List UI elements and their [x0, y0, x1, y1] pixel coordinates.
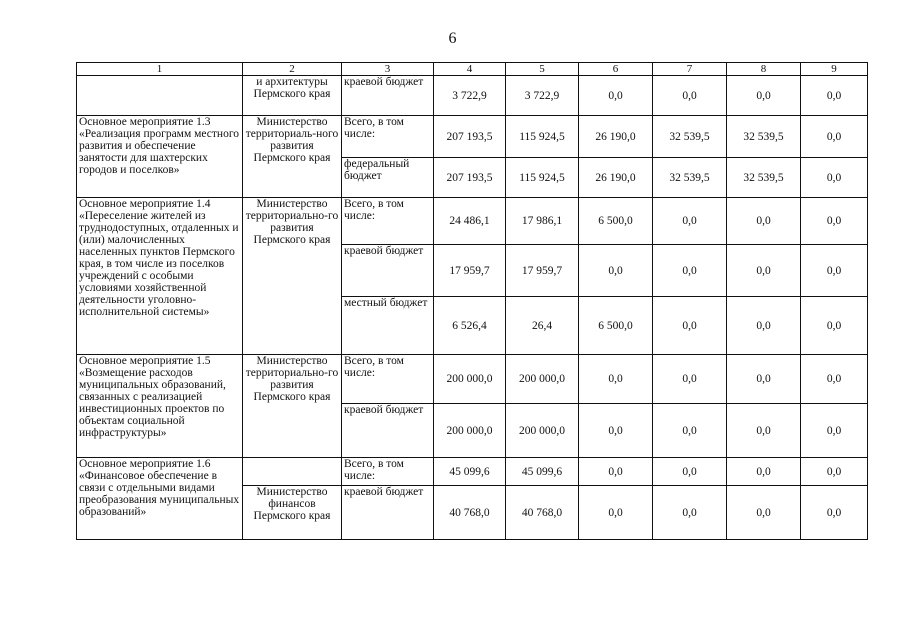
source-cell: краевой бюджет [342, 76, 434, 116]
source-cell: местный бюджет [342, 297, 434, 355]
value-cell: 115 924,5 [506, 116, 579, 158]
value-cell: 26 190,0 [579, 116, 653, 158]
source-cell: Всего, в том числе: [342, 355, 434, 404]
page-number: 6 [448, 30, 457, 47]
table-row [77, 198, 868, 245]
value-cell: 0,0 [801, 158, 868, 198]
header-cell: 2 [243, 63, 342, 76]
value-cell: 0,0 [579, 355, 653, 404]
executor-cell: Министерство территориаль-ного развития Пермского края [243, 116, 342, 198]
value-cell: 17 959,7 [434, 245, 506, 297]
value-cell: 0,0 [801, 76, 868, 116]
value-cell: 0,0 [801, 116, 868, 158]
source-cell: Всего, в том числе: [342, 198, 434, 245]
value-cell: 45 099,6 [506, 458, 579, 486]
source-cell: краевой бюджет [342, 245, 434, 297]
value-cell: 32 539,5 [653, 158, 727, 198]
value-cell: 6 500,0 [579, 198, 653, 245]
value-cell: 200 000,0 [434, 355, 506, 404]
executor-cell: и архитектуры Пермского края [243, 76, 342, 116]
table-row [77, 355, 868, 404]
value-cell: 0,0 [653, 245, 727, 297]
value-cell: 207 193,5 [434, 116, 506, 158]
value-cell: 115 924,5 [506, 158, 579, 198]
table-row [77, 116, 868, 158]
value-cell: 0,0 [653, 76, 727, 116]
source-cell: Всего, в том числе: [342, 116, 434, 158]
value-cell: 3 722,9 [434, 76, 506, 116]
source-cell: Всего, в том числе: [342, 458, 434, 486]
value-cell: 6 500,0 [579, 297, 653, 355]
header-cell: 4 [434, 63, 506, 76]
value-cell: 0,0 [653, 486, 727, 540]
executor-cell: Министерство территориально-го развития Пермского края [243, 198, 342, 355]
value-cell: 17 959,7 [506, 245, 579, 297]
value-cell: 0,0 [801, 297, 868, 355]
value-cell: 0,0 [653, 297, 727, 355]
value-cell: 0,0 [653, 355, 727, 404]
value-cell: 207 193,5 [434, 158, 506, 198]
value-cell: 0,0 [727, 458, 801, 486]
value-cell: 0,0 [801, 355, 868, 404]
value-cell: 0,0 [801, 404, 868, 458]
header-row [77, 63, 868, 76]
source-cell: федеральный бюджет [342, 158, 434, 198]
value-cell: 200 000,0 [506, 355, 579, 404]
header-cell: 1 [77, 63, 243, 76]
table-row [77, 458, 868, 486]
value-cell: 0,0 [653, 198, 727, 245]
value-cell: 32 539,5 [727, 158, 801, 198]
value-cell: 0,0 [727, 76, 801, 116]
value-cell: 32 539,5 [727, 116, 801, 158]
source-cell: краевой бюджет [342, 404, 434, 458]
value-cell: 200 000,0 [434, 404, 506, 458]
value-cell: 40 768,0 [434, 486, 506, 540]
value-cell: 6 526,4 [434, 297, 506, 355]
value-cell: 3 722,9 [506, 76, 579, 116]
value-cell: 0,0 [801, 245, 868, 297]
value-cell: 0,0 [579, 245, 653, 297]
header-cell: 9 [801, 63, 868, 76]
value-cell: 26,4 [506, 297, 579, 355]
header-cell: 5 [506, 63, 579, 76]
value-cell: 0,0 [727, 198, 801, 245]
value-cell: 32 539,5 [653, 116, 727, 158]
value-cell: 45 099,6 [434, 458, 506, 486]
value-cell: 0,0 [579, 76, 653, 116]
value-cell: 0,0 [579, 404, 653, 458]
value-cell: 0,0 [727, 404, 801, 458]
activity-cell [77, 76, 243, 116]
header-cell: 7 [653, 63, 727, 76]
value-cell: 0,0 [653, 458, 727, 486]
value-cell: 0,0 [727, 355, 801, 404]
value-cell: 0,0 [801, 486, 868, 540]
executor-cell: Министерство территориально-го развития Пермского края [243, 355, 342, 458]
value-cell: 0,0 [727, 297, 801, 355]
source-cell: краевой бюджет [342, 486, 434, 540]
budget-table [76, 62, 868, 540]
value-cell: 0,0 [653, 404, 727, 458]
value-cell: 0,0 [801, 198, 868, 245]
executor-cell [243, 458, 342, 486]
value-cell: 26 190,0 [579, 158, 653, 198]
header-cell: 8 [727, 63, 801, 76]
header-cell: 6 [579, 63, 653, 76]
value-cell: 40 768,0 [506, 486, 579, 540]
value-cell: 24 486,1 [434, 198, 506, 245]
value-cell: 200 000,0 [506, 404, 579, 458]
executor-cell: Министерство финансов Пермского края [243, 486, 342, 540]
value-cell: 0,0 [801, 458, 868, 486]
table-row [77, 76, 868, 116]
value-cell: 0,0 [579, 486, 653, 540]
activity-cell: Основное мероприятие 1.5 «Возмещение расходов муниципальных образований, связанных с реализацией инвестиционных проектов по объектам социальной инфраструктуры» [77, 355, 243, 458]
activity-cell: Основное мероприятие 1.4 «Переселение жителей из труднодоступных, отдаленных и (или) малочисленных населенных пунктов Пермского края, в том числе из поселков учреждений с особыми условиями хозяйственной деятельности уголовно-исполнительной системы» [77, 198, 243, 355]
activity-cell: Основное мероприятие 1.3 «Реализация программ местного развития и обеспечение занятости для шахтерских городов и поселков» [77, 116, 243, 198]
value-cell: 0,0 [727, 245, 801, 297]
value-cell: 0,0 [579, 458, 653, 486]
value-cell: 0,0 [727, 486, 801, 540]
value-cell: 17 986,1 [506, 198, 579, 245]
activity-cell: Основное мероприятие 1.6 «Финансовое обеспечение в связи с отдельными видами преобразования муниципальных образований» [77, 458, 243, 540]
header-cell: 3 [342, 63, 434, 76]
